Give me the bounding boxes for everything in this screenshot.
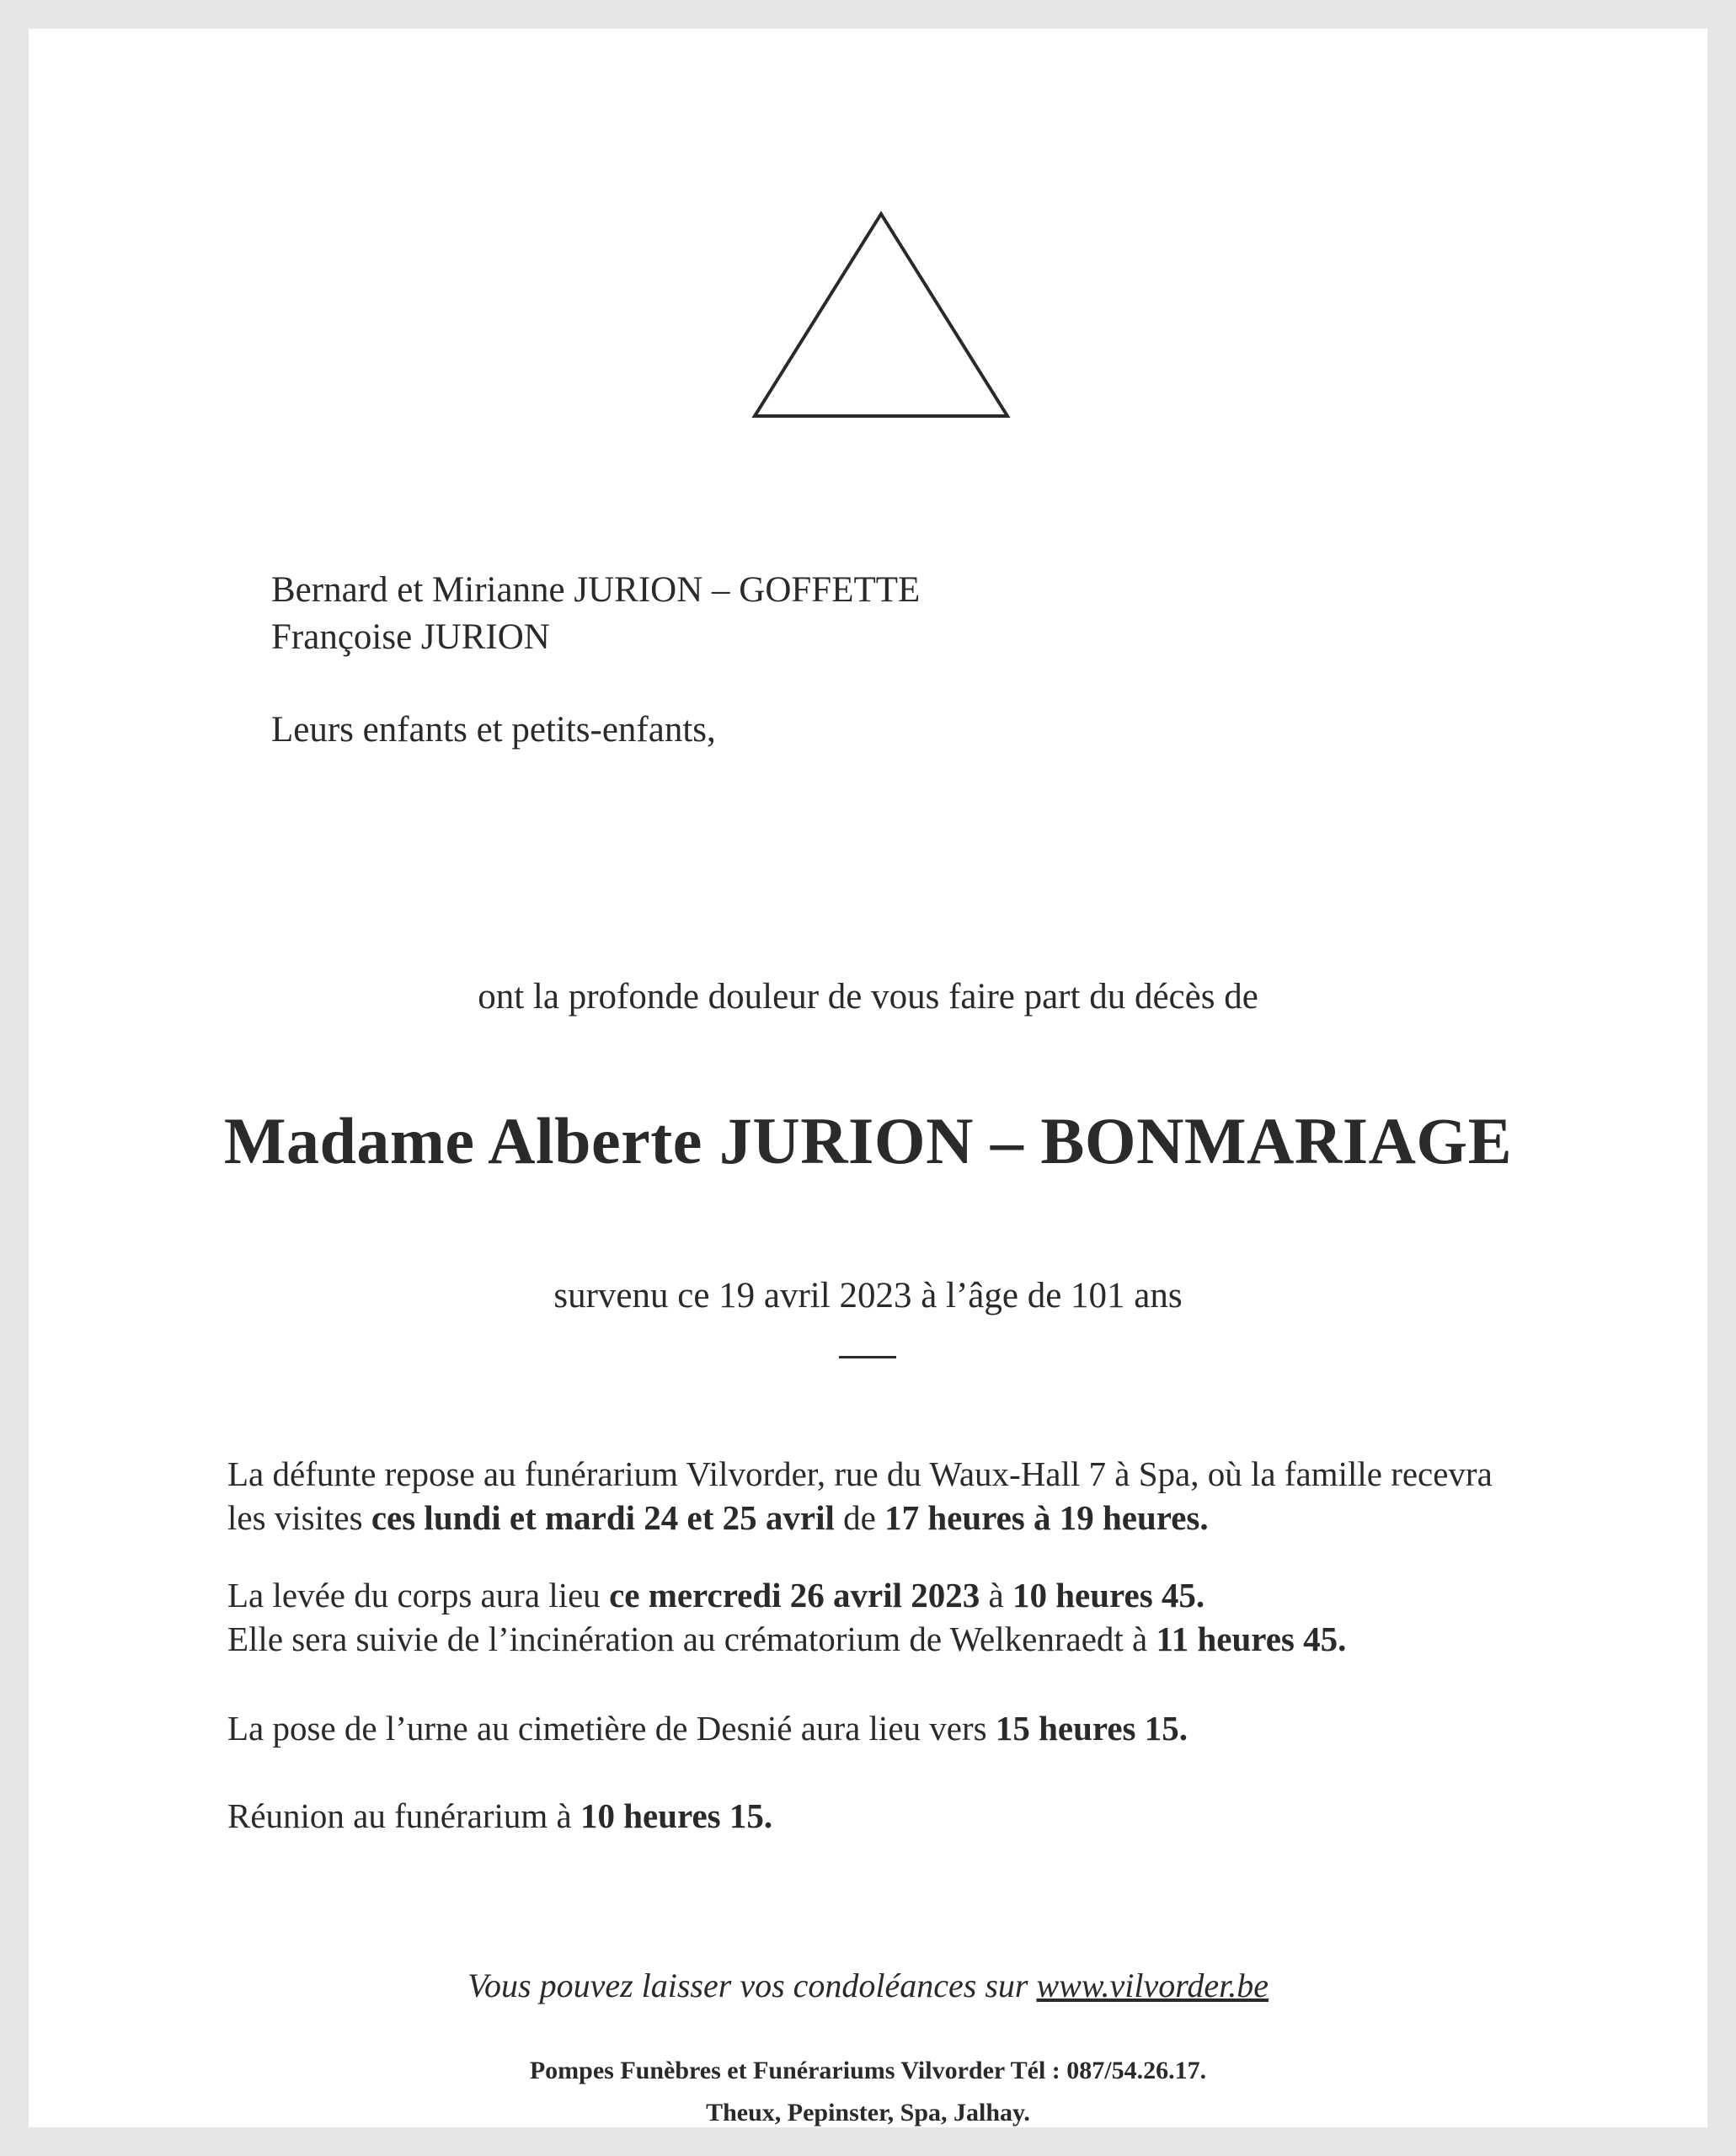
ceremony-paragraph-line-1: La levée du corps aura lieu ce mercredi 26 avril 2023 à 10 heures 45.: [227, 1576, 1205, 1614]
reunion-paragraph: Réunion au funérarium à 10 heures 15.: [227, 1796, 773, 1835]
ceremony-paragraph-line-2: Elle sera suivie de l’incinération au crématorium de Welkenraedt à 11 heures 45.: [227, 1620, 1347, 1658]
footer-line-2: Theux, Pepinster, Spa, Jalhay.: [706, 2099, 1030, 2127]
deceased-name: Madame Alberte JURION – BONMARIAGE: [223, 1104, 1513, 1177]
condolences-link[interactable]: www.vilvorder.be: [1036, 1967, 1269, 2004]
urn-paragraph: La pose de l’urne au cimetière de Desnié aura lieu vers 15 heures 15.: [227, 1709, 1188, 1748]
footer-line-1: Pompes Funèbres et Funérariums Vilvorder Tél : 087/54.26.17.: [529, 2057, 1207, 2084]
visit-paragraph-line-2: les visites ces lundi et mardi 24 et 25 avril de 17 heures à 19 heures.: [227, 1498, 1209, 1537]
visit-paragraph-line-1: La défunte repose au funérarium Vilvorder, rue du Waux-Hall 7 à Spa, où la famille recevra: [227, 1454, 1493, 1493]
death-info: survenu ce 19 avril 2023 à l’âge de 101 ans: [553, 1276, 1183, 1315]
obituary-sheet: [29, 29, 1707, 2127]
family-line-3: Leurs enfants et petits-enfants,: [271, 710, 716, 750]
condolences-line: Vous pouvez laisser vos condoléances sur www.vilvorder.be: [467, 1967, 1269, 2004]
announcement-text: ont la profonde douleur de vous faire part du décès de: [478, 977, 1258, 1017]
triangle-icon: [750, 211, 1012, 421]
family-line-2: Françoise JURION: [271, 617, 550, 657]
separator-dash: [839, 1356, 896, 1358]
family-line-1: Bernard et Mirianne JURION – GOFFETTE: [271, 570, 921, 610]
